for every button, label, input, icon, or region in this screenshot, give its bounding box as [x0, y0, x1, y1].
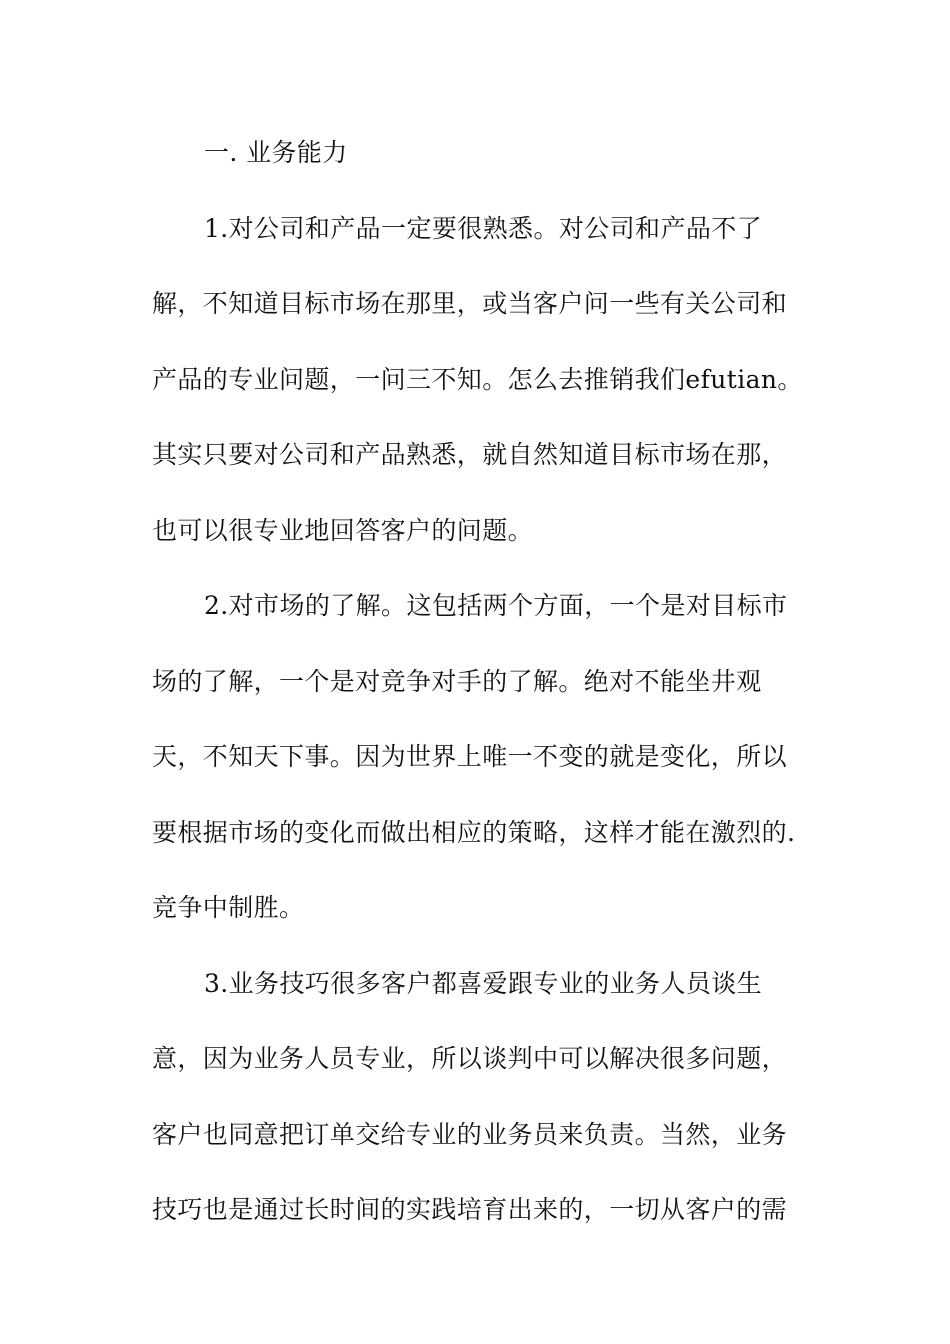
paragraph-line: 产品的专业问题，一问三不知。怎么去推销我们efutian。 [152, 364, 803, 394]
paragraph-line: 竞争中制胜。 [152, 893, 305, 922]
paragraph-line: 天，不知天下事。因为世界上唯一不变的就是变化，所以 [152, 742, 788, 771]
paragraph-line: 也可以很专业地回答客户的问题。 [152, 515, 534, 545]
paragraph-line: 意，因为业务人员专业，所以谈判中可以解决很多问题， [152, 1044, 788, 1073]
paragraph-line: 其实只要对公司和产品熟悉，就自然知道目标市场在那， [152, 440, 788, 469]
paragraph-line: 客户也同意把订单交给专业的业务员来负责。当然，业务 [152, 1119, 788, 1149]
section-heading: 一. 业务能力 [204, 138, 348, 167]
paragraph-line: 2.对市场的了解。这包括两个方面，一个是对目标市 [204, 591, 788, 620]
document-body [152, 130, 803, 1263]
paragraph-line: 场的了解，一个是对竞争对手的了解。绝对不能坐井观 [152, 666, 762, 696]
paragraph-line: 1.对公司和产品一定要很熟悉。对公司和产品不了 [204, 213, 763, 243]
paragraph-line: 解，不知道目标市场在那里，或当客户问一些有关公司和 [152, 289, 788, 318]
paragraph-line: 3.业务技巧很多客户都喜爱跟专业的业务人员谈生 [204, 968, 763, 998]
paragraph-line: 技巧也是通过长时间的实践培育出来的，一切从客户的需 [152, 1195, 788, 1224]
paragraph-line: 要根据市场的变化而做出相应的策略，这样才能在激烈的. [152, 817, 796, 847]
